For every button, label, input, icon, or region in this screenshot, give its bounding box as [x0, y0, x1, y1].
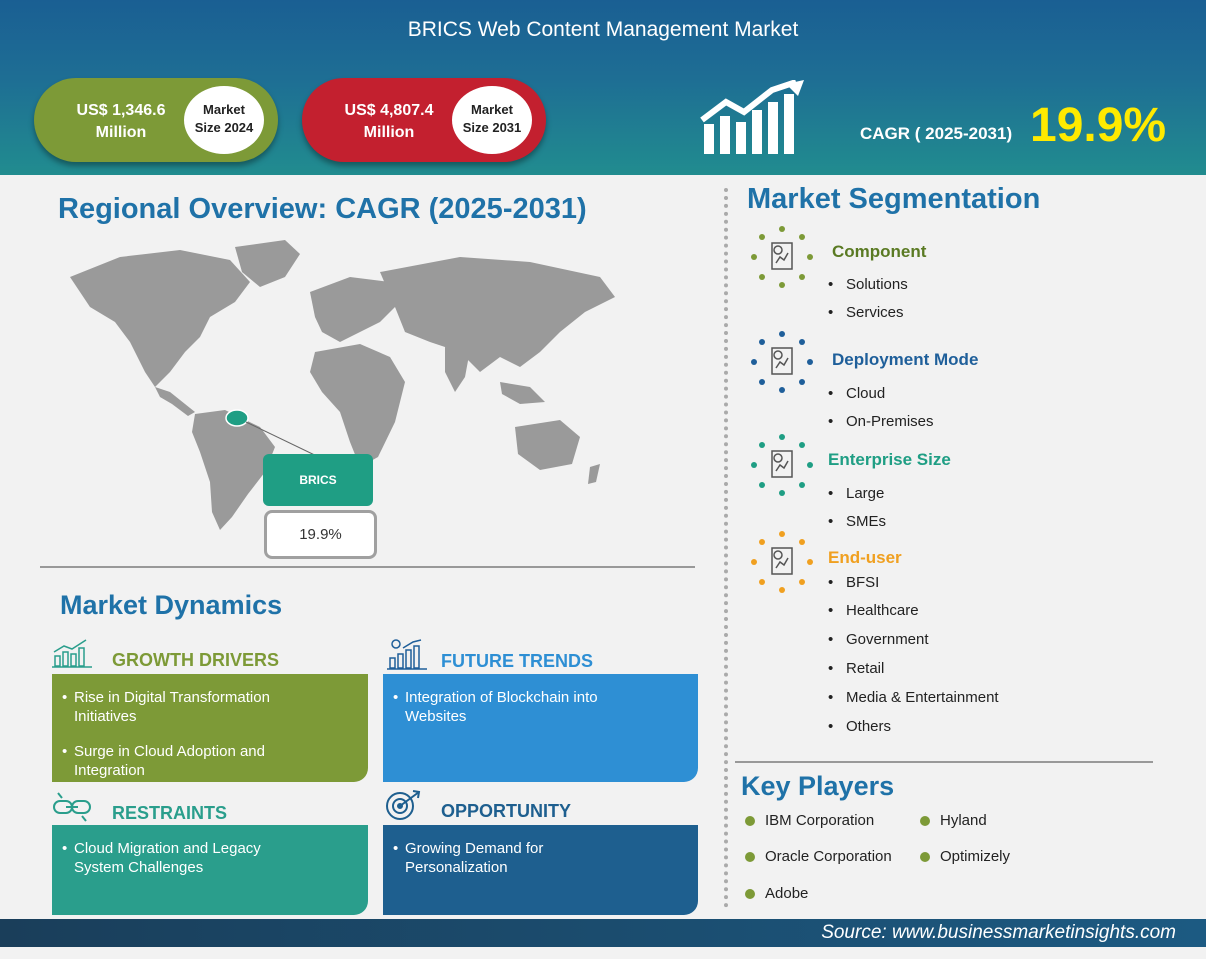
- list-item: • Integration of Blockchain into Websites: [405, 688, 625, 726]
- bullet-dot: [920, 852, 930, 862]
- segment-heading-component: Component: [832, 242, 927, 261]
- segment-item: • Healthcare: [830, 602, 919, 619]
- segment-item: • On-Premises: [830, 413, 934, 430]
- growth-drivers-icon: [52, 638, 92, 668]
- market-size-2031-label: Market Size 2031: [452, 86, 532, 154]
- restraints-box: [52, 825, 368, 915]
- segment-item: • Solutions: [830, 276, 908, 293]
- section-divider: [40, 566, 695, 568]
- cagr-label: CAGR ( 2025-2031): [860, 124, 1013, 143]
- segment-heading-deployment-mode: Deployment Mode: [832, 350, 979, 369]
- list-item: • Growing Demand for Personalization: [405, 839, 625, 877]
- market-size-2024-label: Market Size 2024: [184, 86, 264, 154]
- segment-item: • Retail: [830, 660, 884, 677]
- regional-overview-title: Regional Overview: CAGR (2025-2031): [58, 193, 587, 225]
- key-player-item: Oracle Corporation: [765, 848, 892, 865]
- segment-item: • Services: [830, 304, 904, 321]
- market-size-2024-value: US$ 1,346.6 Million: [76, 102, 166, 141]
- opportunity-box: [383, 825, 698, 915]
- segment-item: • Others: [830, 718, 891, 735]
- segment-item: • Large: [830, 485, 884, 502]
- market-size-2024-pill: [34, 78, 278, 162]
- segment-heading-end-user: End-user: [828, 548, 902, 567]
- key-players-divider: [735, 761, 1153, 763]
- restraints-chain-icon: [52, 791, 92, 823]
- restraints-heading: RESTRAINTS: [112, 803, 228, 823]
- segment-item: • Government: [830, 631, 929, 648]
- segment-item: • Media & Entertainment: [830, 689, 999, 706]
- component-segment-icon: [750, 225, 814, 289]
- segment-item: • BFSI: [830, 574, 879, 591]
- source-text: Source: www.businessmarketinsights.com: [821, 922, 1176, 943]
- growth-drivers-box: [52, 674, 368, 782]
- key-players-title: Key Players: [741, 771, 895, 801]
- segment-item: • SMEs: [830, 513, 886, 530]
- header-banner: [0, 0, 1206, 175]
- page-title: BRICS Web Content Management Market: [407, 18, 799, 41]
- list-item: • Cloud Migration and Legacy System Challenges: [74, 839, 304, 877]
- market-size-2031-value: US$ 4,807.4 Million: [344, 102, 434, 141]
- market-segmentation-title: Market Segmentation: [747, 183, 1041, 215]
- deployment-mode-segment-icon: [750, 330, 814, 394]
- future-trends-heading: FUTURE TRENDS: [441, 651, 593, 671]
- segment-heading-enterprise-size: Enterprise Size: [828, 450, 951, 469]
- key-player-item: Adobe: [765, 885, 808, 902]
- bullet-dot: [745, 852, 755, 862]
- segment-item: • Cloud: [830, 385, 885, 402]
- bullet-dot: [745, 889, 755, 899]
- list-item: • Rise in Digital Transformation Initiatives: [74, 688, 294, 726]
- key-player-item: IBM Corporation: [765, 812, 874, 829]
- cagr-value: 19.9%: [1030, 99, 1167, 152]
- key-player-item: Optimizely: [940, 848, 1010, 865]
- future-trends-box: [383, 674, 698, 782]
- end-user-segment-icon: [750, 530, 814, 594]
- brics-region-label: BRICS: [263, 454, 373, 506]
- opportunity-heading: OPPORTUNITY: [441, 801, 572, 821]
- vertical-divider: [724, 188, 728, 908]
- growth-drivers-heading: GROWTH DRIVERS: [112, 650, 280, 670]
- brics-region-value: 19.9%: [264, 510, 377, 559]
- bullet-dot: [920, 816, 930, 826]
- footer-bar: [0, 919, 1206, 947]
- future-trends-icon: [387, 638, 427, 670]
- opportunity-target-icon: [383, 788, 423, 822]
- market-dynamics-title: Market Dynamics: [60, 590, 283, 620]
- bullet-dot: [745, 816, 755, 826]
- market-size-2031-pill: [302, 78, 546, 162]
- key-player-item: Hyland: [940, 812, 987, 829]
- enterprise-size-segment-icon: [750, 433, 814, 497]
- list-item: • Surge in Cloud Adoption and Integration: [74, 742, 294, 780]
- growth-chart-icon: [700, 80, 810, 158]
